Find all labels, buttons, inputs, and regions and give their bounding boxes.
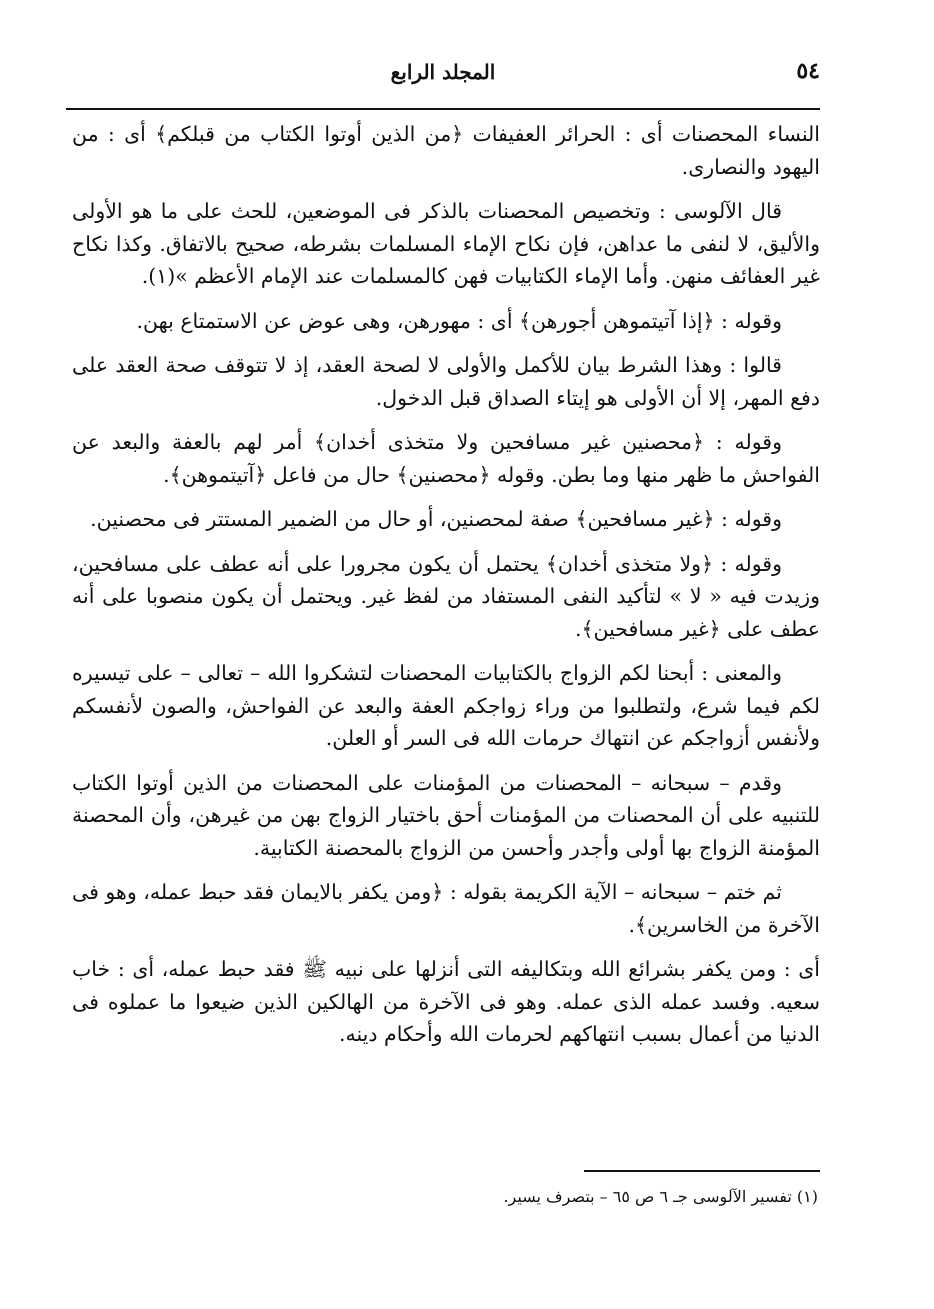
paragraph: النساء المحصنات أى : الحرائر العفيفات ﴿من الذين أوتوا الكتاب من قبلكم﴾ أى : من اليهود والنصارى.	[72, 122, 820, 179]
page-number: ٥٤	[796, 58, 820, 84]
paragraph: وقوله : ﴿إذا آتيتموهن أجورهن﴾ أى : مهورهن، وهى عوض عن الاستمتاع بهن.	[136, 308, 782, 333]
paragraph: قالوا : وهذا الشرط بيان للأكمل والأولى لا لصحة العقد، إذ لا تتوقف صحة العقد على دفع المهر، إلا أن الأولى هو إيتاء الصداق قبل الدخول.	[72, 353, 820, 410]
header-rule	[66, 108, 820, 110]
paragraph: والمعنى : أبحنا لكم الزواج بالكتابيات المحصنات لتشكروا الله – تعالى – على تيسيره لكم فيما شرع، ولتطلبوا من وراء زواجكم العفة والبعد عن الفواحش، والصون لأنفسكم ولأنفس أزواجكم عن انتهاك حرمات الله فى السر أو العلن.	[72, 661, 820, 750]
footnote-rule	[584, 1170, 820, 1172]
paragraph: وقوله : ﴿محصنين غير مسافحين ولا متخذى أخدان﴾ أمر لهم بالعفة والبعد عن الفواحش ما ظهر منها وما بطن. وقوله ﴿محصنين﴾ حال من فاعل ﴿آتيتموهن﴾.	[72, 430, 820, 487]
paragraph: وقوله : ﴿غير مسافحين﴾ صفة لمحصنين، أو حال من الضمير المستتر فى محصنين.	[90, 507, 782, 531]
paragraph: وقدم – سبحانه – المحصنات من المؤمنات على المحصنات من الذين أوتوا الكتاب للتنبيه على أن المحصنات من المؤمنات أحق باختيار الزواج بهن من غيرهن، وأن المحصنة المؤمنة الزواج بها أولى وأجدر وأحسن من الزواج بالمحصنة الكتابية.	[72, 770, 820, 860]
paragraph: أى : ومن يكفر بشرائع الله وبتكاليفه التى أنزلها على نبيه ﷺ فقد حبط عمله، أى : خاب سعيه. وفسد عمله الذى عمله. وهو فى الآخرة من الهالكين الذين ضيعوا ما عملوه فى الدنيا من أعمال بسبب انتهاكهم لحرمات الله وأحكام دينه.	[72, 957, 820, 1046]
body-text	[72, 118, 820, 1063]
footnote: (١) تفسير الآلوسى جـ ٦ ص ٦٥ – بتصرف يسير.	[503, 1187, 818, 1206]
paragraph: وقوله : ﴿ولا متخذى أخدان﴾ يحتمل أن يكون مجرورا على أنه عطف على مسافحين، وزيدت فيه « لا » لتأكيد النفى المستفاد من لفظ غير. ويحتمل أن يكون منصوبا على أنه عطف على ﴿غير مسافحين﴾.	[72, 551, 820, 641]
paragraph: ثم ختم – سبحانه – الآية الكريمة بقوله : ﴿ومن يكفر بالايمان فقد حبط عمله، وهو فى الآخرة من الخاسرين﴾.	[72, 880, 820, 937]
page-header	[66, 58, 820, 98]
paragraph: قال الآلوسى : وتخصيص المحصنات بالذكر فى الموضعين، للحث على ما هو الأولى والأليق، لا لنفى ما عداهن، فإن نكاح الإماء المسلمات بشرطه، صحيح بالاتفاق. وكذا نكاح غير العفائف منهن. وأما الإماء الكتابيات فهن كالمسلمات عند الإمام الأعظم »(١).	[72, 199, 820, 288]
running-title: المجلد الرابع	[390, 60, 496, 84]
